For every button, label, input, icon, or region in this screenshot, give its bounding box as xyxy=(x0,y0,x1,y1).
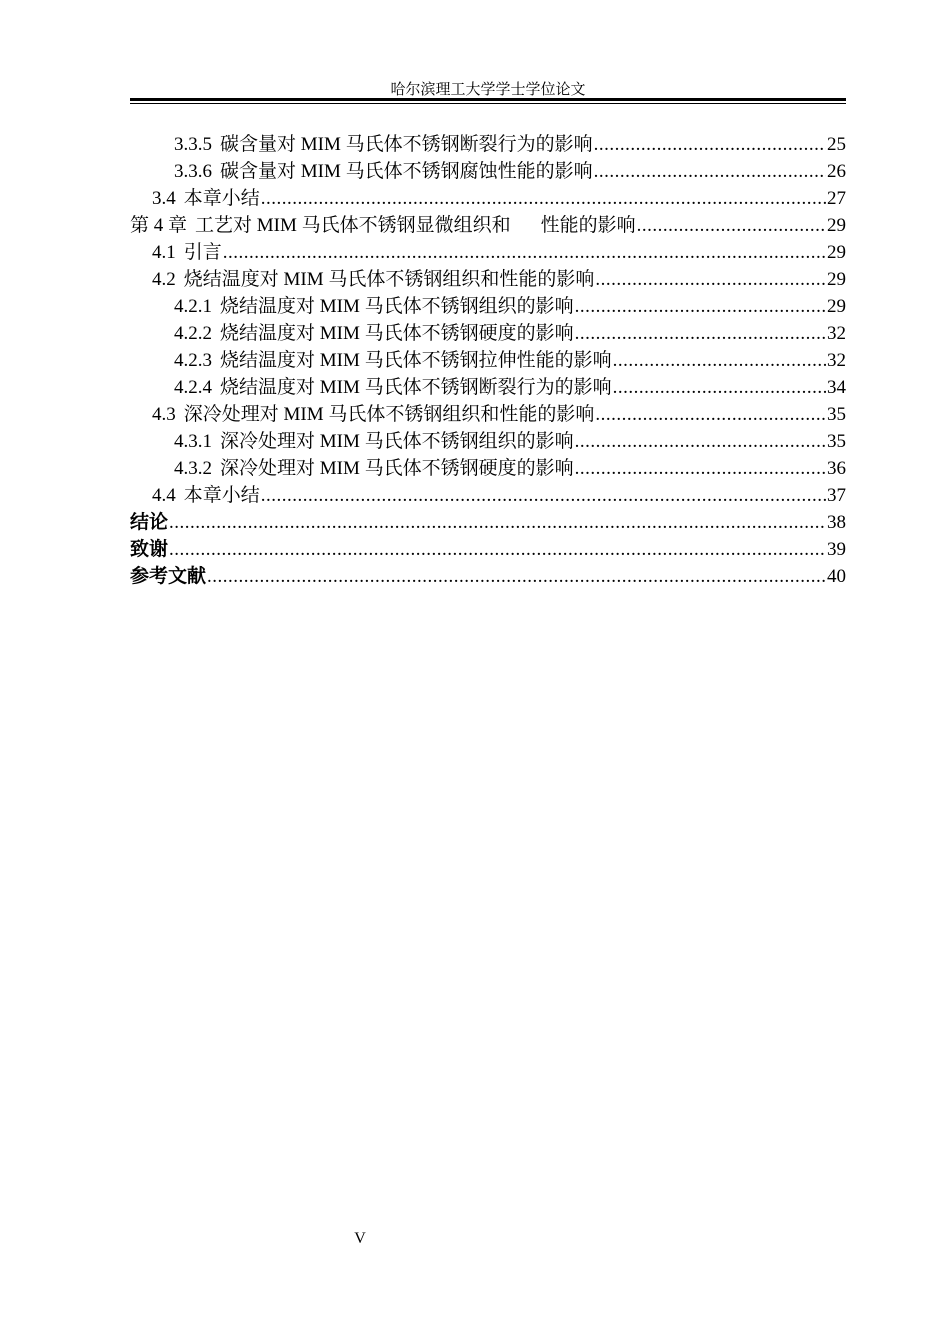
toc-page: 29 xyxy=(827,296,846,317)
toc-leader xyxy=(595,266,826,293)
toc-entry-4-3 xyxy=(130,401,846,428)
toc-leader xyxy=(261,482,826,509)
toc-number: 4.3 xyxy=(152,404,176,425)
toc-leader xyxy=(575,455,826,482)
toc-entry-4-1 xyxy=(130,239,846,266)
toc-title: 深冷处理对 MIM 马氏体不锈钢组织的影响 xyxy=(220,431,574,452)
toc-page: 29 xyxy=(827,215,846,236)
toc-number: 4.2 xyxy=(152,269,176,290)
toc-title: 致谢 xyxy=(130,539,169,560)
toc-number: 4.4 xyxy=(152,485,176,506)
toc-page: 25 xyxy=(827,134,846,155)
toc-number: 4.2.4 xyxy=(174,377,212,398)
toc-number: 第 4 章 xyxy=(130,215,188,236)
toc-title: 碳含量对 MIM 马氏体不锈钢腐蚀性能的影响 xyxy=(220,161,593,182)
toc-page: 38 xyxy=(827,512,846,533)
toc-entry-conclusion xyxy=(130,509,846,536)
toc-number: 4.1 xyxy=(152,242,176,263)
toc-leader xyxy=(575,293,826,320)
toc-leader xyxy=(207,563,826,590)
toc-page: 34 xyxy=(827,377,846,398)
toc-leader xyxy=(223,239,826,266)
toc-leader xyxy=(594,158,826,185)
toc-page: 35 xyxy=(827,404,846,425)
toc-number: 4.3.2 xyxy=(174,458,212,479)
toc-leader xyxy=(575,320,826,347)
toc-entry-4-2 xyxy=(130,266,846,293)
toc-title: 引言 xyxy=(183,242,222,263)
toc-entry-references xyxy=(130,563,846,590)
toc-title: 本章小结 xyxy=(183,188,260,209)
toc-page: 32 xyxy=(827,350,846,371)
toc-leader xyxy=(261,185,826,212)
toc-page: 26 xyxy=(827,161,846,182)
toc-leader xyxy=(613,374,826,401)
toc-entry-chapter-4 xyxy=(130,212,846,239)
toc-title: 烧结温度对 MIM 马氏体不锈钢组织和性能的影响 xyxy=(183,269,595,290)
toc-page: 27 xyxy=(827,188,846,209)
toc-leader xyxy=(169,536,826,563)
toc-number: 4.2.2 xyxy=(174,323,212,344)
toc-title: 结论 xyxy=(130,512,169,533)
toc-leader xyxy=(594,131,826,158)
toc-entry-4-4 xyxy=(130,482,846,509)
toc-entry-3-4 xyxy=(130,185,846,212)
toc-number: 3.3.6 xyxy=(174,161,212,182)
toc-title: 碳含量对 MIM 马氏体不锈钢断裂行为的影响 xyxy=(220,134,593,155)
toc-leader xyxy=(637,212,826,239)
toc-page: 40 xyxy=(827,566,846,587)
toc-title: 烧结温度对 MIM 马氏体不锈钢拉伸性能的影响 xyxy=(220,350,612,371)
toc-page: 29 xyxy=(827,242,846,263)
header-rule-thin xyxy=(130,103,846,104)
toc-leader xyxy=(169,509,826,536)
toc-entry-3-3-5 xyxy=(130,131,846,158)
toc-page: 32 xyxy=(827,323,846,344)
toc-number: 3.4 xyxy=(152,188,176,209)
header-rule-thick xyxy=(130,98,846,101)
toc-title-continued: 性能的影响 xyxy=(540,215,636,236)
toc-page: 36 xyxy=(827,458,846,479)
toc-entry-4-2-3 xyxy=(130,347,846,374)
toc-title: 本章小结 xyxy=(183,485,260,506)
footer-page-number: V xyxy=(354,1230,366,1247)
table-of-contents xyxy=(130,131,846,590)
toc-title: 烧结温度对 MIM 马氏体不锈钢组织的影响 xyxy=(220,296,574,317)
toc-title: 烧结温度对 MIM 马氏体不锈钢断裂行为的影响 xyxy=(220,377,612,398)
toc-leader xyxy=(575,428,826,455)
toc-entry-4-3-1 xyxy=(130,428,846,455)
toc-title: 烧结温度对 MIM 马氏体不锈钢硬度的影响 xyxy=(220,323,574,344)
toc-leader xyxy=(613,347,826,374)
toc-title: 参考文献 xyxy=(130,566,207,587)
toc-page: 35 xyxy=(827,431,846,452)
toc-number: 4.2.1 xyxy=(174,296,212,317)
toc-page: 39 xyxy=(827,539,846,560)
toc-entry-4-3-2 xyxy=(130,455,846,482)
page-header-title: 哈尔滨理工大学学士学位论文 xyxy=(390,82,586,98)
toc-page: 37 xyxy=(827,485,846,506)
toc-number: 4.2.3 xyxy=(174,350,212,371)
toc-title: 深冷处理对 MIM 马氏体不锈钢组织和性能的影响 xyxy=(183,404,595,425)
toc-number: 4.3.1 xyxy=(174,431,212,452)
toc-entry-4-2-2 xyxy=(130,320,846,347)
toc-title: 工艺对 MIM 马氏体不锈钢显微组织和 xyxy=(195,215,511,236)
toc-entry-3-3-6 xyxy=(130,158,846,185)
toc-number: 3.3.5 xyxy=(174,134,212,155)
toc-entry-4-2-1 xyxy=(130,293,846,320)
toc-leader xyxy=(595,401,826,428)
toc-title: 深冷处理对 MIM 马氏体不锈钢硬度的影响 xyxy=(220,458,574,479)
toc-page: 29 xyxy=(827,269,846,290)
toc-entry-4-2-4 xyxy=(130,374,846,401)
toc-entry-acknowledgements xyxy=(130,536,846,563)
